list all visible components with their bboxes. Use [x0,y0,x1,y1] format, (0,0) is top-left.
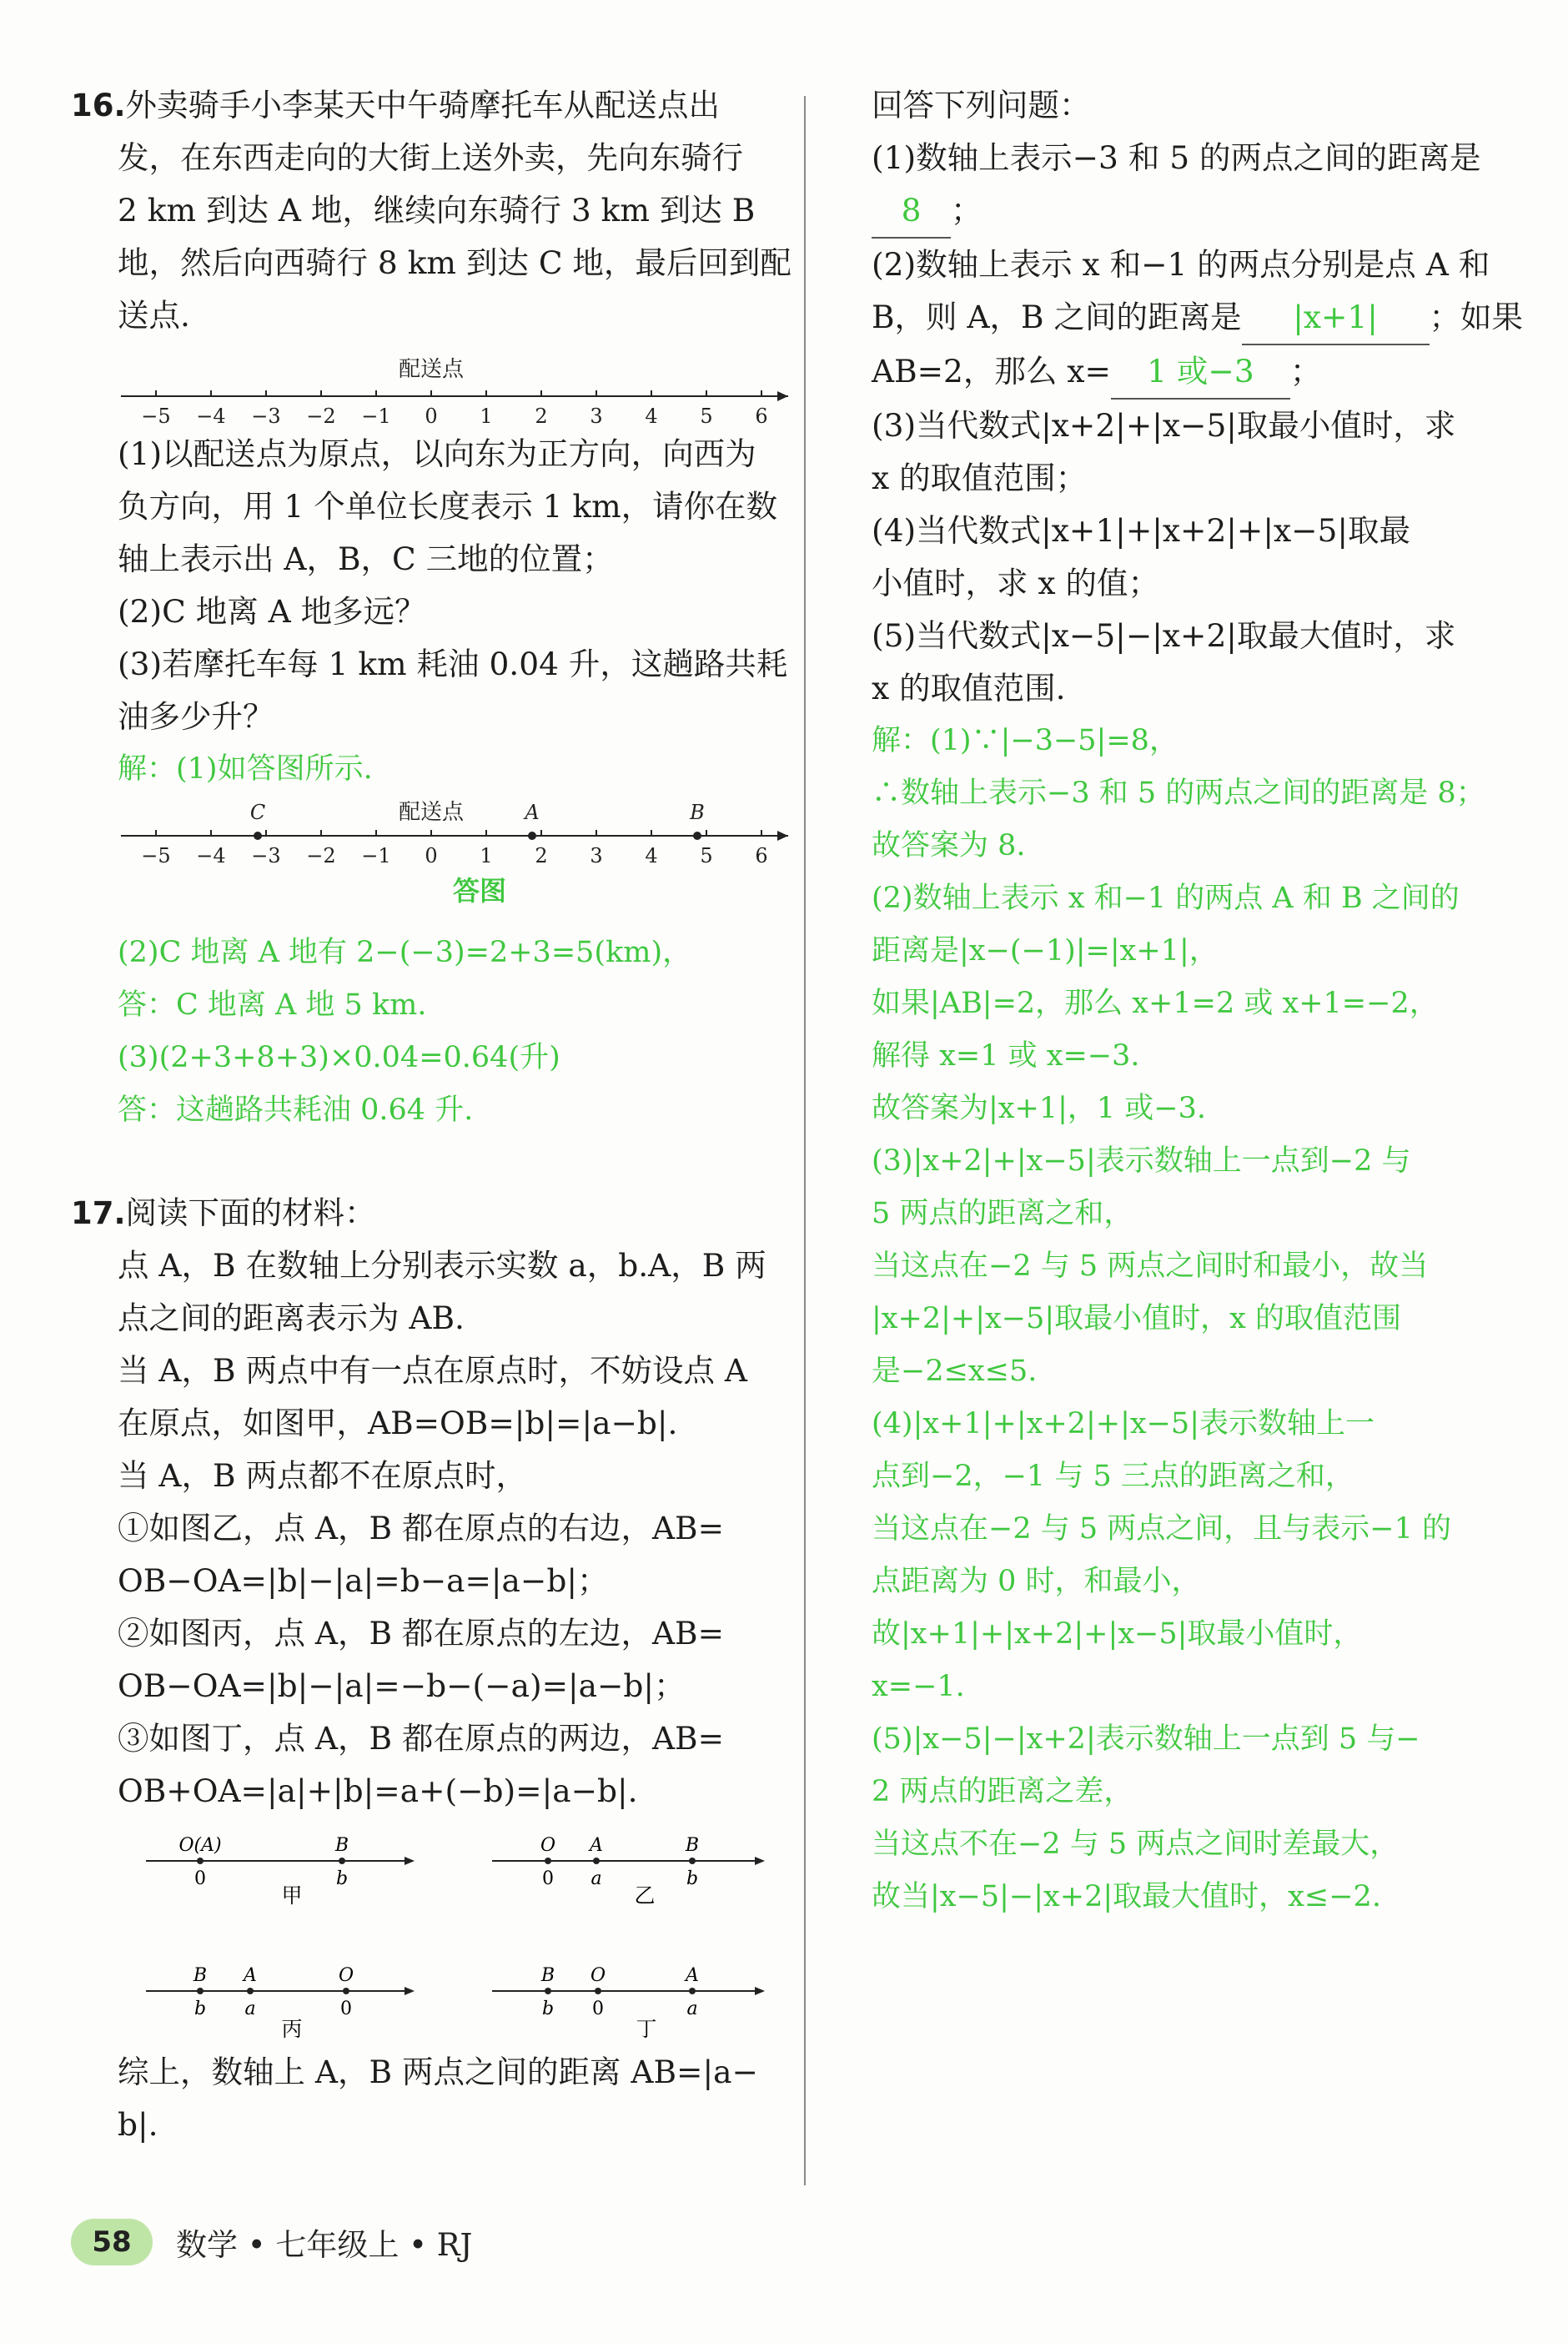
q16-part-1a: (1)以配送点为原点，以向东为正方向，向西为 [118,435,756,472]
number-line-1 [71,349,788,428]
tick-label: −4 [196,844,226,867]
r-answer-5: 距离是|x−(−1)|=|x+1|， [872,934,1219,968]
q17-conclusion-2: b|. [118,2106,158,2143]
q2-blank-distance: |x+1| [1242,291,1430,345]
q17-title: 17.阅读下面的材料： [71,1194,376,1231]
axis-arrow [777,831,788,841]
q16-line-5: 送点. [118,297,190,334]
r-answer-18: 故|x+1|+|x+2|+|x−5|取最小值时， [872,1617,1363,1651]
svg-text:O(A): O(A) [178,1835,222,1856]
r-q1: (1)数轴上表示−3 和 5 的两点之间的距离是 [872,139,1481,176]
svg-text:B: B [334,1835,349,1856]
q16-part-2: (2)C 地离 A 地多远？ [118,593,426,630]
q16-answer-3-reply: 答：这趟路共耗油 0.64 升. [118,1094,474,1127]
tick-label: −3 [251,405,281,428]
point-a-label: A [525,801,540,824]
tick-label: −2 [306,405,336,428]
caption-ding: 丁 [636,2017,657,2041]
svg-text:0: 0 [542,1868,554,1889]
q16-part-3a: (3)若摩托车每 1 km 耗油 0.04 升，这趟路共耗 [118,646,788,682]
right-column [872,79,1547,1923]
tick-label: −5 [141,405,171,428]
q16-line-1: 16.外卖骑手小李某天中午骑摩托车从配送点出 [71,87,721,123]
r-q3-line-1: (3)当代数式|x+2|+|x−5|取最小值时，求 [872,407,1456,444]
r-q3-line-2: x 的取值范围； [872,460,1088,496]
tick-label: −5 [141,844,171,867]
tick-label: 0 [425,405,438,428]
r-q2-line-2: B，则 A，B 之间的距离是 |x+1| ；如果 [872,291,1547,345]
tick-label: 0 [425,844,438,867]
r-answer-21: 2 两点的距离之差， [872,1775,1133,1808]
figure-jia [146,1835,415,1908]
q16-answer-3: (3)(2+3+8+3)×0.04=0.64(升) [118,1041,560,1074]
r-answer-8: 故答案为|x+1|，1 或−3. [872,1092,1207,1125]
q16-number: 16. [71,88,126,123]
r-answer-19: x=−1. [872,1670,965,1703]
caption-yi: 乙 [634,1883,656,1908]
svg-text:O: O [590,1965,606,1986]
svg-text:A: A [590,1835,603,1856]
q16-line-3: 2 km 到达 A 地，继续向东骑行 3 km 到达 B [118,192,756,229]
tick-label: 6 [755,844,768,867]
tick-label: −2 [306,844,336,867]
r-q1-answer-line: 8 ； [872,184,1547,239]
q17-line-3: 当 A，B 两点中有一点在原点时，不妨设点 A [118,1352,747,1389]
tick-label: 3 [590,405,603,428]
r-answer-6: 如果|AB|=2，那么 x+1=2 或 x+1=−2， [872,987,1439,1020]
r-answer-13: 是−2≤x≤5. [872,1355,1038,1388]
q16-part-3b: 油多少升？ [118,698,274,735]
q16-answer-2-reply: 答：C 地离 A 地 5 km. [118,988,427,1022]
point-b-label: B [690,801,705,824]
answer-figure-caption: 答图 [452,875,506,907]
q16-line-4: 地，然后向西骑行 8 km 到达 C 地，最后回到配 [118,244,792,281]
svg-text:0: 0 [340,1999,352,2019]
q17-line-9: OB−OA=|b|−|a|=−b−(−a)=|a−b|； [118,1667,686,1704]
q2-blank-x: 1 或−3 [1111,345,1290,400]
svg-text:B: B [685,1835,700,1856]
tick-label: −3 [251,844,281,867]
svg-text:a: a [591,1868,602,1889]
q17-line-10: ③如图丁，点 A，B 都在原点的两边，AB= [118,1720,725,1757]
r-q2-line-1: (2)数轴上表示 x 和−1 的两点分别是点 A 和 [872,246,1490,283]
q16-part-1c: 轴上表示出 A，B，C 三地的位置； [118,540,614,577]
svg-text:a: a [244,1999,256,2019]
r-answer-10: 5 两点的距离之和， [872,1197,1133,1230]
figure-bing [146,1965,415,2041]
q1-blank: 8 [872,184,951,239]
r-answer-14: (4)|x+1|+|x+2|+|x−5|表示数轴上一 [872,1407,1375,1440]
q17-number: 17. [71,1195,126,1231]
r-answer-12: |x+2|+|x−5|取最小值时，x 的取值范围 [872,1302,1402,1335]
origin-label: 配送点 [398,357,465,382]
axis-arrow [777,391,788,401]
tick-label: 1 [480,844,493,867]
tick-label: 1 [480,405,493,428]
q16-part-1b: 负方向，用 1 个单位长度表示 1 km，请你在数 [118,488,778,525]
figure-yi [492,1835,765,1908]
svg-text:B: B [193,1965,208,1986]
footer-book-title: 数学 • 七年级上 • RJ [176,2227,473,2263]
q17-line-8: ②如图丙，点 A，B 都在原点的左边，AB= [118,1615,725,1652]
q16-answer-2: (2)C 地离 A 地有 2−(−3)=2+3=5(km)， [118,936,692,969]
q17-conclusion-1: 综上，数轴上 A，B 两点之间的距离 AB=|a− [118,2054,758,2090]
r-answer-17: 点距离为 0 时，和最小， [872,1565,1201,1598]
svg-text:O: O [338,1965,354,1986]
tick-label: 4 [645,844,658,867]
q17-line-1: 点 A，B 在数轴上分别表示实数 a，b.A，B 两 [118,1247,766,1284]
r-answer-7: 解得 x=1 或 x=−3. [872,1039,1140,1073]
tick-label: 5 [700,844,713,867]
svg-text:b: b [193,1999,207,2019]
r-answer-20: (5)|x−5|−|x+2|表示数轴上一点到 5 与− [872,1722,1420,1756]
svg-text:b: b [686,1868,699,1889]
caption-bing: 丙 [281,2017,303,2041]
r-q5-line-2: x 的取值范围. [872,670,1066,706]
r-q4-line-2: 小值时，求 x 的值； [872,565,1159,601]
figure-ding [492,1965,765,2041]
page-number-badge: 58 [71,2219,153,2265]
r-answer-23: 故当|x−5|−|x+2|取最大值时，x≤−2. [872,1880,1381,1913]
r-q4-line-1: (4)当代数式|x+1|+|x+2|+|x−5|取最 [872,512,1411,549]
svg-text:0: 0 [592,1999,604,2019]
tick-label: 6 [755,405,768,428]
r-intro: 回答下列问题： [872,87,1091,123]
q17-line-6: ①如图乙，点 A，B 都在原点的右边，AB= [118,1510,725,1546]
q16-line-2: 发，在东西走向的大街上送外卖，先向东骑行 [118,139,743,176]
tick-label: −4 [196,405,226,428]
figures-jia-yi-bing-ding [71,1826,788,2043]
q17-line-5: 当 A，B 两点都不在原点时， [118,1457,527,1494]
point-a-dot [528,832,536,840]
point-c-dot [254,832,262,840]
q17-line-11: OB+OA=|a|+|b|=a+(−b)=|a−b|. [118,1772,638,1809]
r-q5-line-1: (5)当代数式|x−5|−|x+2|取最大值时，求 [872,617,1456,654]
r-answer-3: 故答案为 8. [872,829,1026,862]
r-q2-line-3: AB=2，那么 x= 1 或−3 ； [872,345,1547,400]
r-answer-15: 点到−2，−1 与 5 三点的距离之和， [872,1460,1354,1493]
q16-answer-intro: 解：(1)如答图所示. [118,752,373,786]
tick-label: 4 [645,405,658,428]
origin-label: 配送点 [398,800,465,825]
svg-text:O: O [540,1835,556,1856]
point-b-dot [693,832,701,840]
r-answer-22: 当这点不在−2 与 5 两点之间时差最大， [872,1828,1400,1861]
tick-label: −1 [361,405,391,428]
tick-label: 2 [535,844,548,867]
caption-jia: 甲 [281,1883,303,1908]
svg-text:0: 0 [194,1868,206,1889]
svg-text:a: a [686,1999,698,2019]
svg-text:b: b [541,1999,555,2019]
r-answer-16: 当这点在−2 与 5 两点之间，且与表示−1 的 [872,1512,1451,1546]
point-c-label: C [249,801,266,824]
svg-text:b: b [335,1868,349,1889]
q17-line-7: OB−OA=|b|−|a|=b−a=|a−b|； [118,1562,609,1599]
left-column [71,79,792,2151]
number-line-answer [71,796,788,875]
r-answer-2: ∴数轴上表示−3 和 5 的两点之间的距离是 8； [872,777,1485,810]
r-answer-11: 当这点在−2 与 5 两点之间时和最小，故当 [872,1249,1429,1283]
tick-label: −1 [361,844,391,867]
tick-label: 5 [700,405,713,428]
r-answer-9: (3)|x+2|+|x−5|表示数轴上一点到−2 与 [872,1144,1411,1178]
page-footer [71,2219,472,2265]
tick-label: 2 [535,405,548,428]
svg-text:A: A [244,1965,257,1986]
r-answer-1: 解：(1)∵|−3−5|=8， [872,724,1179,757]
svg-text:A: A [686,1965,699,1986]
svg-text:B: B [540,1965,555,1986]
r-answer-4: (2)数轴上表示 x 和−1 的两点 A 和 B 之间的 [872,882,1460,915]
column-divider [804,96,806,2185]
q17-line-2: 点之间的距离表示为 AB. [118,1300,465,1336]
q17-line-4: 在原点，如图甲，AB=OB=|b|=|a−b|. [118,1405,678,1441]
tick-label: 3 [590,844,603,867]
